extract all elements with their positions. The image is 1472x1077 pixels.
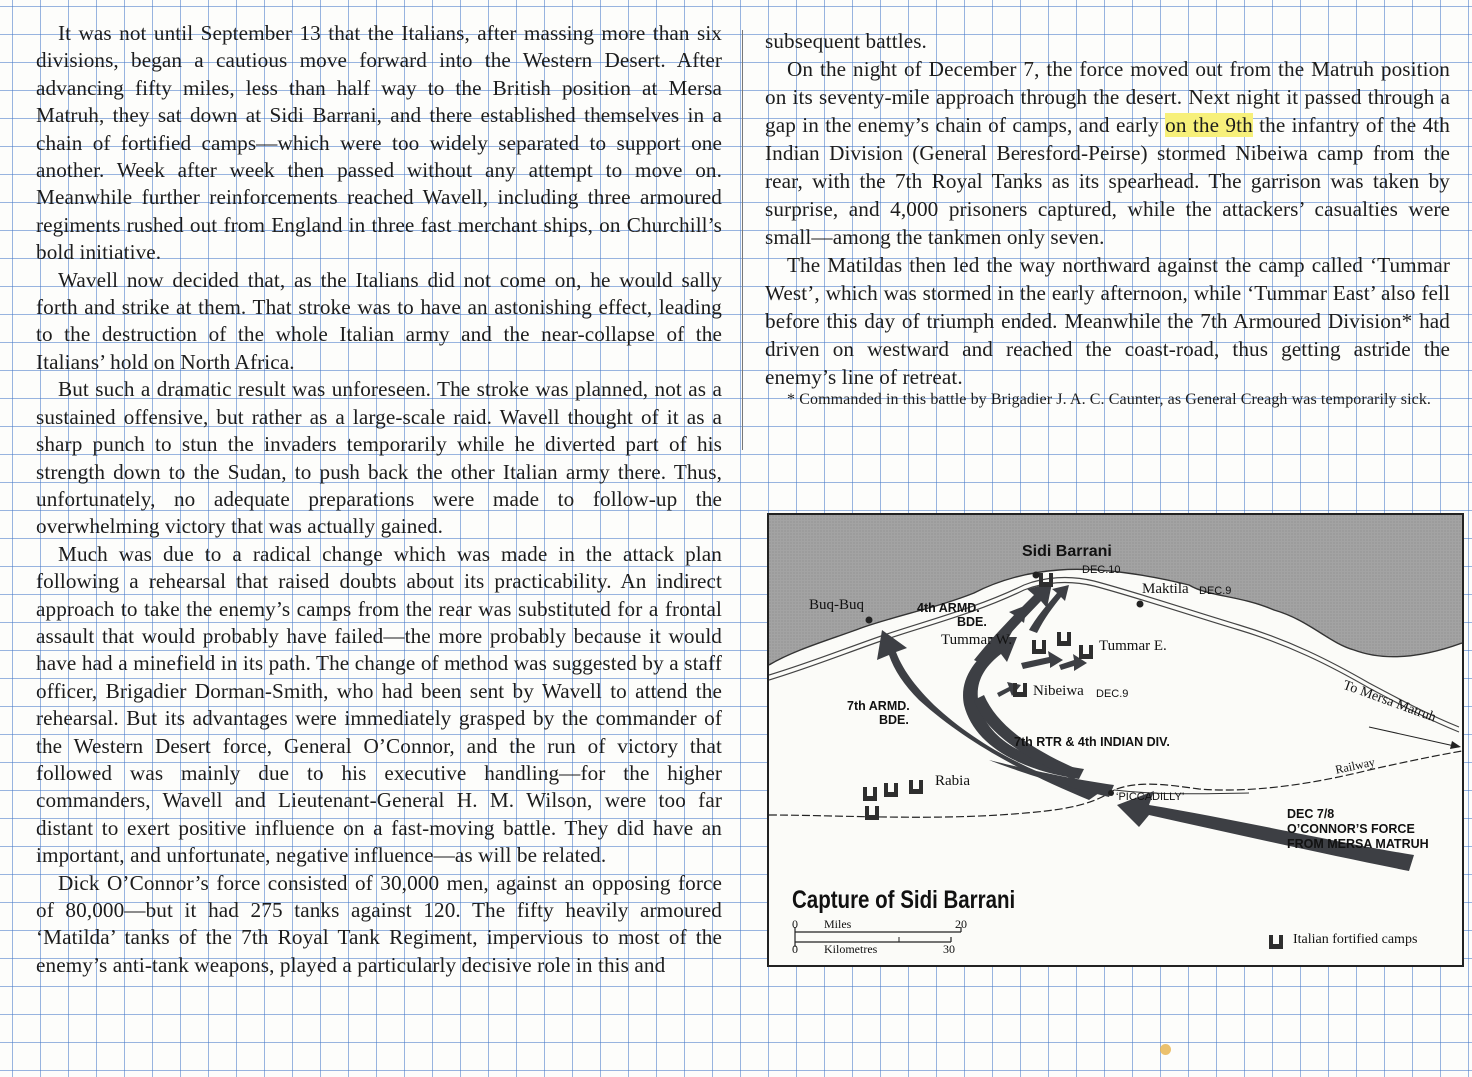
label-4th-armd-1: 4th ARMD. [917,601,980,615]
label-buq-buq: Buq-Buq [809,597,865,613]
label-tummar-e: Tummar E. [1099,638,1167,654]
label-railway: Railway [1334,754,1377,777]
label-rabia: Rabia [935,773,970,789]
scale-miles-zero: 0 [792,917,798,931]
label-force-3: FROM MERSA MATRUH [1287,837,1429,851]
paragraph-2: Wavell now decided that, as the Italians did not come on, he would sally forth and strike at them. That stroke was to have an astonishing effect, leading to the destruction of the whole Italian army and the near-collapse of the Italians’ hold on North Africa. [36,267,722,374]
label-maktila: Maktila [1142,581,1189,597]
paragraph-5: Dick O’Connor’s force consisted of 30,000 men, against an opposing force of 80,000—but it had 275 tanks against 120. The fifty heavily armoured ‘Matilda’ tanks of the 7th Royal Tank Regiment, impervious to most of the enemy’s anti-tank weapons, played a particularly decisive role in this and [36,870,722,977]
label-4th-armd-2: BDE. [957,615,987,629]
label-7th-rtr: 7th RTR & 4th INDIAN DIV. [1014,735,1170,749]
map-title: Capture of Sidi Barrani [792,886,1016,914]
label-force-2: O’CONNOR’S FORCE [1287,822,1415,836]
scale-miles-twenty: 20 [955,917,967,931]
label-7th-armd-2: BDE. [879,713,909,727]
scale-km-label: Kilometres [824,942,878,956]
highlighted-text[interactable]: on the 9th [1165,113,1253,137]
label-dec10: DEC.10 [1082,564,1121,576]
battle-map [767,513,1464,967]
text-segment: On the night of December 7, the force moved out from the Matruh position on its seventy-mile approach through the desert. Next night it passed through a gap in the enemy’s chain of camps, and early [765,57,1450,137]
paragraph-december-7 [765,55,1450,251]
footnote: * Commanded in this battle by Brigadier J. A. C. Caunter, as General Creagh was temporarily sick. [787,391,1432,408]
label-7th-armd-1: 7th ARMD. [847,699,910,713]
paragraph-continuation: subsequent battles. [765,29,927,53]
paragraph-3: But such a dramatic result was unforeseen. The stroke was planned, not as a sustained offensive, but rather as a large-scale raid. Wavell thought of it as a sharp punch to stun the invaders temporarily while he diverted part of his strength down to the Sudan, to push back the other Italian army there. Thus, unfortunately, no adequate preparations were made to follow-up the overwhelming victory that was actually gained. [36,377,722,539]
column-divider [742,30,743,450]
label-force-1: DEC 7/8 [1287,807,1335,821]
label-nibeiwa-date: DEC.9 [1096,688,1129,700]
label-to-mersa-matruh: To Mersa Matruh [1340,678,1438,726]
scale-km-thirty: 30 [943,942,955,956]
paragraph-4: Much was due to a radical change which was made in the attack plan following a rehearsal that raised doubts about its practicability. An indirect approach to take the enemy’s camps from the rear was substituted for a frontal assault that would probably have failed—the more probably because it would have had a minefield in its path. The change of method was suggested by a staff officer, Brigadier Dorman-Smith, who had been sent by Wavell to attend the rehearsal. But its advantages were immediately grasped by the commander of the Western Desert force, General O’Connor, and the run of victory that followed was mainly due to his executive handling—for the higher commanders, Wavell and Lieutenant-General H. M. Wilson, were too far distant to exert positive influence on a fast-moving battle. They did have an important, and unfortunate, negative influence—as will be related. [36,541,722,868]
label-piccadilly: ‘PICCADILLY’ [1116,791,1185,803]
label-tummar-w: Tummar W. [941,632,1013,648]
text-segment: the infantry of the 4th Indian Division (General Beresford-Peirse) stormed Nibeiwa camp from the rear, with the 7th Royal Tanks as its spearhead. The garrison was taken by surprise, and 4,000 prisoners captured, while the attackers’ casualties were small—among the tankmen only seven. [765,113,1450,249]
label-nibeiwa: Nibeiwa [1033,683,1084,699]
paper-blemish [1160,1044,1171,1055]
legend-italian-camps: Italian fortified camps [1293,932,1418,947]
scale-miles-label: Miles [824,917,852,931]
label-sidi-barrani: Sidi Barrani [1022,543,1112,560]
right-text-column [765,27,1450,409]
label-maktila-date: DEC.9 [1199,585,1232,597]
scale-km-zero: 0 [792,942,798,956]
paragraph-1: It was not until September 13 that the Italians, after massing more than six divisions, began a cautious move forward into the Western Desert. After advancing fifty miles, less than half way to the British position at Mersa Matruh, they sat down at Sidi Barrani, and there established themselves in a chain of fortified camps—which were too widely separated to support one another. Week after week then passed without any attempt to move on. Meanwhile further reinforcements reached Wavell, including three armoured regiments rushed out from England in three fast merchant ships, on Churchill’s bold initiative. [36,21,722,265]
paragraph-matildas: The Matildas then led the way northward against the camp called ‘Tummar West’, which was stormed in the early afternoon, while ‘Tummar East’ also fell before this day of triumph ended. Meanwhile the 7th Armoured Division* had driven on westward and reached the coast-road, thus getting astride the enemy’s line of retreat. [765,253,1450,389]
left-text-column [36,20,722,979]
